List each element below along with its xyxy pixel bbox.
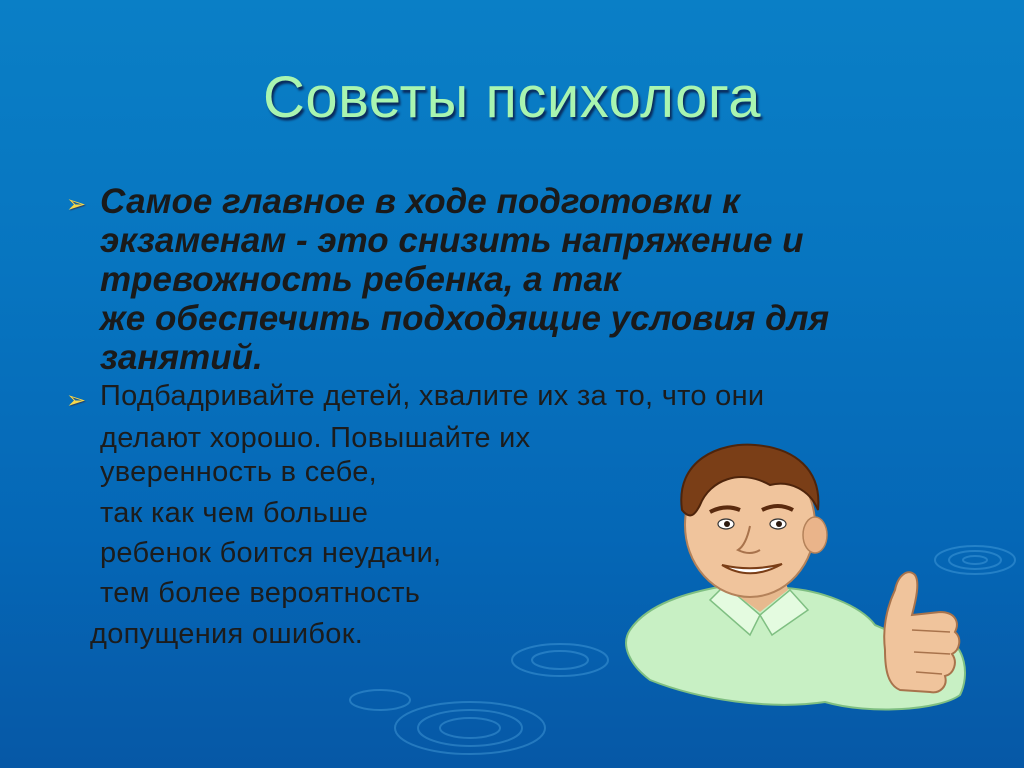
bullet-1-line: Самое главное в ходе подготовки к: [100, 182, 740, 221]
bullet-arrow-icon: ➢: [66, 386, 87, 414]
bullet-1-line: экзаменам - это снизить напряжение и: [100, 221, 804, 260]
slide-title: Советы психолога: [262, 65, 762, 130]
bullet-2-line: уверенность в себе,: [100, 456, 378, 488]
bullet-1-line: занятий.: [100, 338, 263, 377]
bullet-2-line: делают хорошо. Повышайте их: [100, 422, 531, 454]
bullet-2-line: ребенок боится неудачи,: [100, 537, 442, 569]
bullet-2-line: допущения ошибок.: [90, 618, 364, 650]
bullet-2-line: тем более вероятность: [100, 577, 421, 609]
bullet-1-line: тревожность ребенка, а так: [100, 260, 621, 299]
bullet-1-line: же обеспечить подходящие условия для: [100, 299, 830, 338]
bullet-2-line: так как чем больше: [100, 497, 369, 529]
bullet-1-text: [100, 182, 960, 377]
bullet-arrow-icon: ➢: [66, 190, 87, 218]
bullet-2-line: Подбадривайте детей, хвалите их за то, что они: [100, 380, 765, 412]
thumbs-up-man-icon: [610, 440, 980, 720]
